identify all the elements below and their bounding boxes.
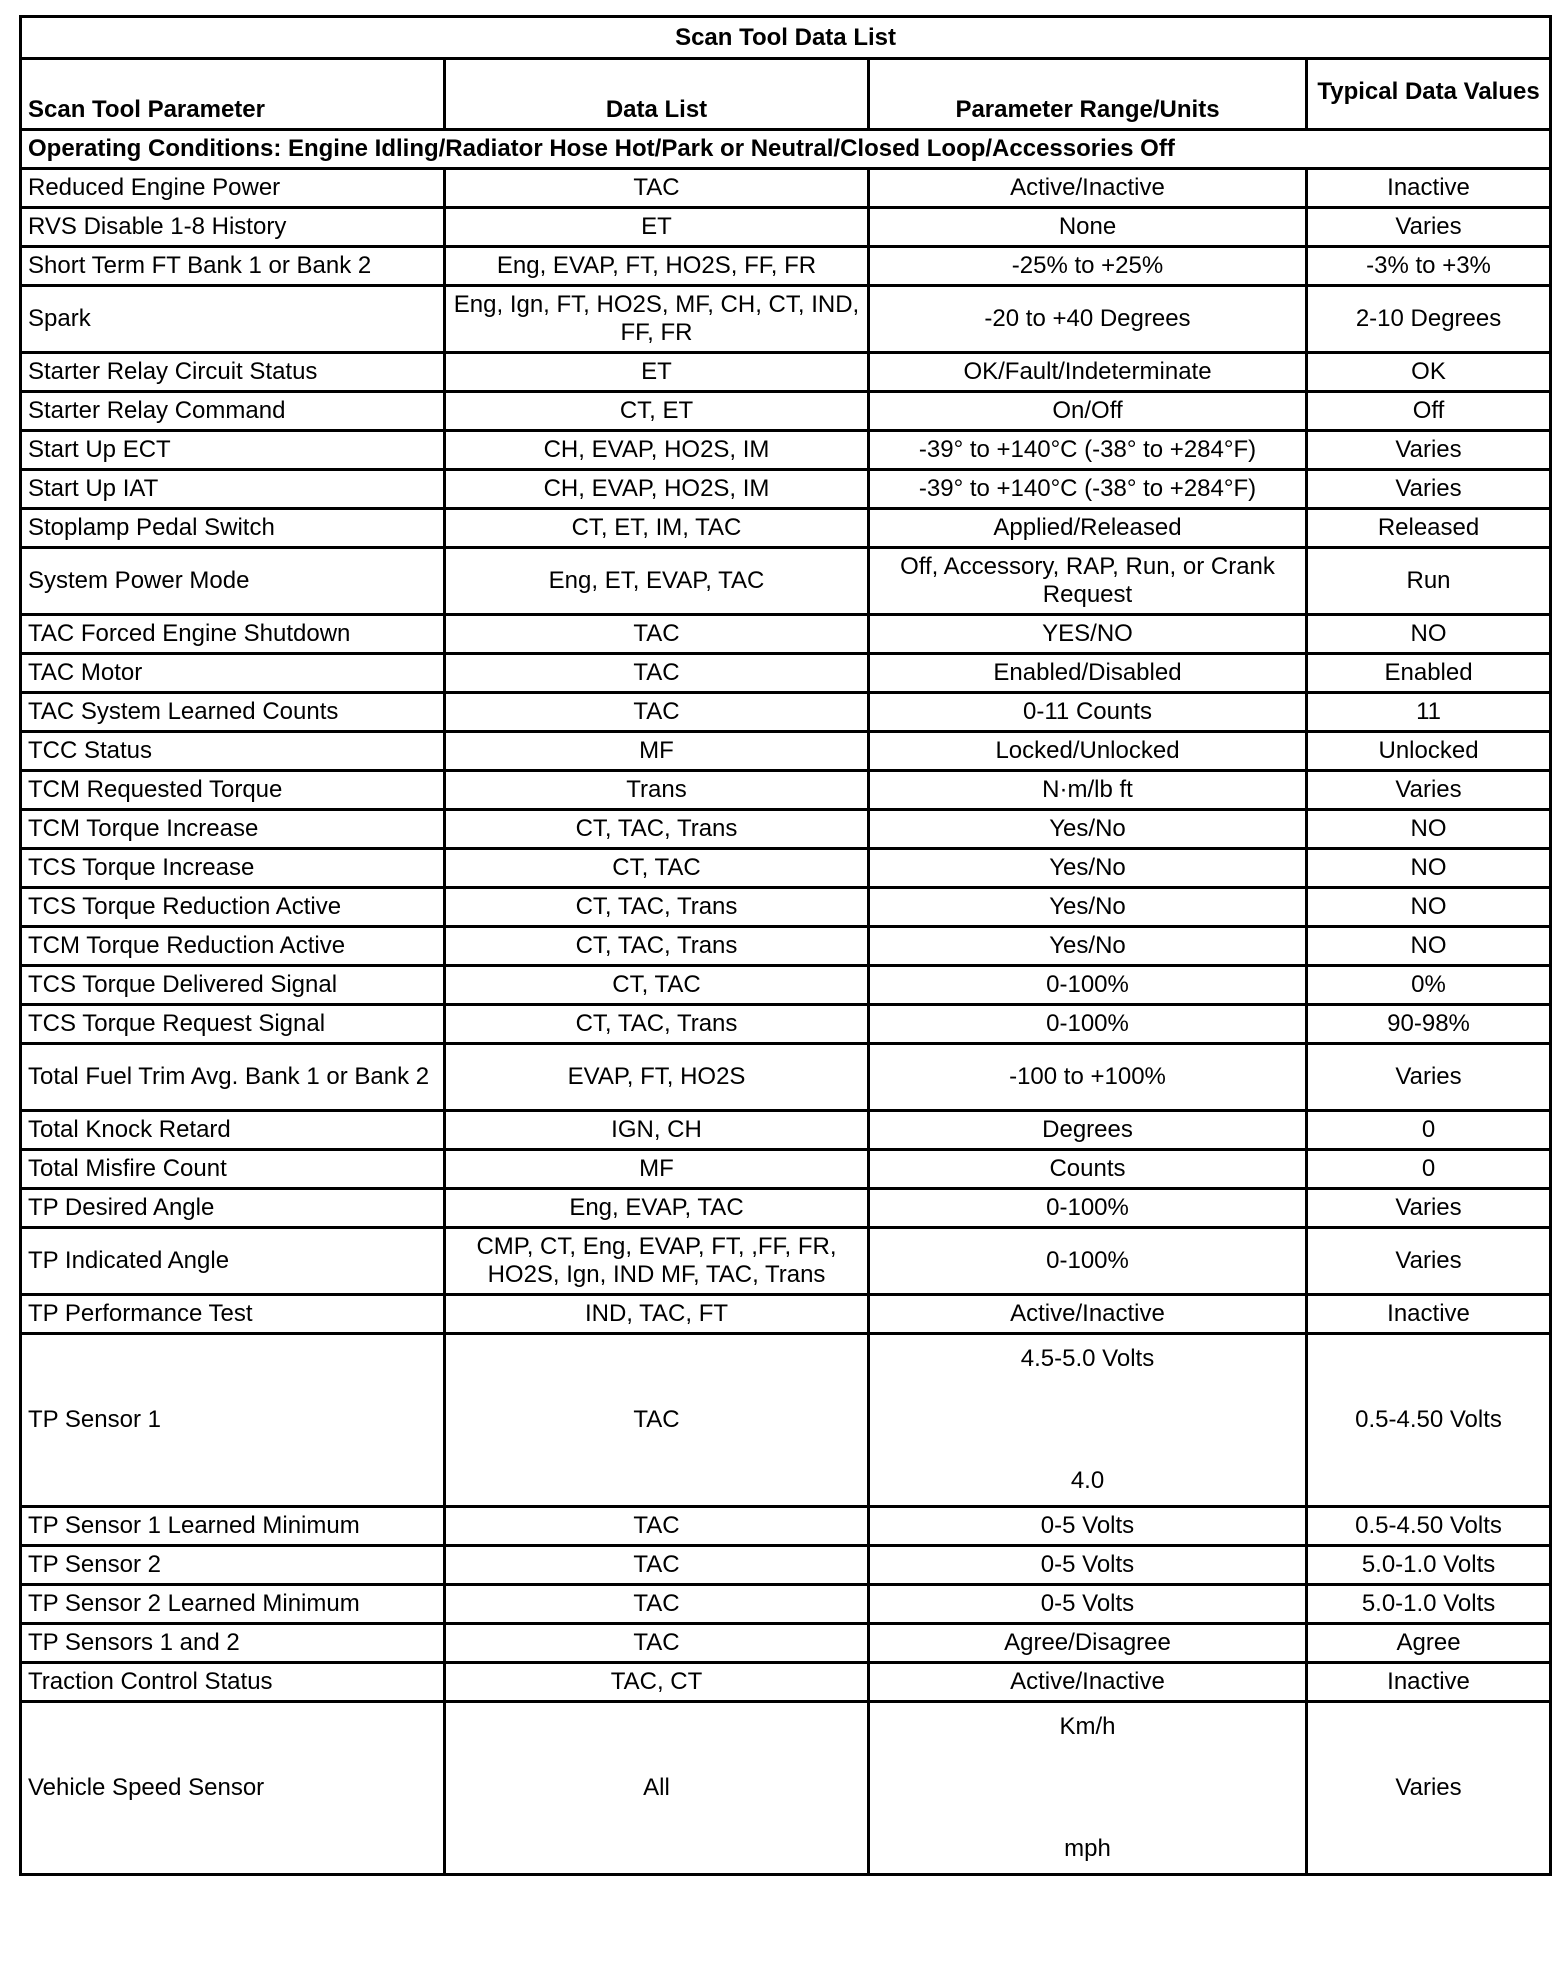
cell-parameter-range: 0-11 Counts (869, 693, 1307, 732)
table-row (21, 966, 1551, 1005)
cell-data-list: CT, ET, IM, TAC (445, 509, 869, 548)
cell-parameter: TCM Torque Increase (21, 810, 445, 849)
cell-typical-value: NO (1307, 849, 1551, 888)
cell-parameter: TP Sensor 1 Learned Minimum (21, 1507, 445, 1546)
cell-typical-value: 0.5-4.50 Volts (1307, 1507, 1551, 1546)
table-row (21, 1295, 1551, 1334)
table-row (21, 849, 1551, 888)
cell-parameter-range: N·m/lb ft (869, 771, 1307, 810)
cell-typical-value: 5.0-1.0 Volts (1307, 1585, 1551, 1624)
cell-typical-value: 5.0-1.0 Volts (1307, 1546, 1551, 1585)
cell-parameter-range: -39° to +140°C (-38° to +284°F) (869, 470, 1307, 509)
cell-data-list: CT, TAC, Trans (445, 927, 869, 966)
cell-parameter-range: OK/Fault/Indeterminate (869, 353, 1307, 392)
cell-parameter-range: Off, Accessory, RAP, Run, or Crank Request (869, 548, 1307, 615)
cell-typical-value: Varies (1307, 431, 1551, 470)
table-row (21, 353, 1551, 392)
table-row (21, 509, 1551, 548)
cell-parameter: TP Indicated Angle (21, 1228, 445, 1295)
cell-data-list: TAC (445, 1334, 869, 1507)
cell-data-list: Eng, EVAP, FT, HO2S, FF, FR (445, 247, 869, 286)
cell-parameter-range: 0-100% (869, 966, 1307, 1005)
cell-data-list: CT, TAC (445, 849, 869, 888)
range-bottom: mph (1064, 1835, 1111, 1862)
operating-conditions: Operating Conditions: Engine Idling/Radiator Hose Hot/Park or Neutral/Closed Loop/Accessories Off (21, 130, 1551, 169)
cell-typical-value: Varies (1307, 470, 1551, 509)
cell-parameter: Traction Control Status (21, 1663, 445, 1702)
table-row (21, 1150, 1551, 1189)
cell-parameter: TP Sensor 1 (21, 1334, 445, 1507)
table-row (21, 247, 1551, 286)
cell-parameter: TCS Torque Increase (21, 849, 445, 888)
cell-typical-value: NO (1307, 615, 1551, 654)
cell-data-list: Trans (445, 771, 869, 810)
table-row (21, 693, 1551, 732)
cell-parameter-range: Yes/No (869, 810, 1307, 849)
cell-typical-value: 2-10 Degrees (1307, 286, 1551, 353)
cell-typical-value: -3% to +3% (1307, 247, 1551, 286)
cell-parameter: TP Sensors 1 and 2 (21, 1624, 445, 1663)
table-row (21, 1111, 1551, 1150)
cell-data-list: TAC, CT (445, 1663, 869, 1702)
cell-parameter: Spark (21, 286, 445, 353)
cell-parameter-range: YES/NO (869, 615, 1307, 654)
cell-parameter: Total Knock Retard (21, 1111, 445, 1150)
cell-data-list: CT, ET (445, 392, 869, 431)
cell-parameter: Total Fuel Trim Avg. Bank 1 or Bank 2 (21, 1044, 445, 1111)
cell-parameter: TP Sensor 2 (21, 1546, 445, 1585)
cell-data-list: TAC (445, 1624, 869, 1663)
cell-data-list: TAC (445, 693, 869, 732)
cell-typical-value: OK (1307, 353, 1551, 392)
cell-parameter-range: -25% to +25% (869, 247, 1307, 286)
cell-data-list: CH, EVAP, HO2S, IM (445, 470, 869, 509)
cell-parameter: Starter Relay Command (21, 392, 445, 431)
cell-data-list: TAC (445, 615, 869, 654)
table-row (21, 1702, 1551, 1875)
range-split (876, 1345, 1299, 1495)
cell-parameter-range: Yes/No (869, 849, 1307, 888)
table-row (21, 1228, 1551, 1295)
table-row (21, 286, 1551, 353)
cell-typical-value: Enabled (1307, 654, 1551, 693)
scan-tool-data-sheet (19, 15, 1549, 1876)
cell-data-list: EVAP, FT, HO2S (445, 1044, 869, 1111)
table-row (21, 810, 1551, 849)
cell-data-list: Eng, EVAP, TAC (445, 1189, 869, 1228)
cell-data-list: Eng, ET, EVAP, TAC (445, 548, 869, 615)
cell-parameter-range: -39° to +140°C (-38° to +284°F) (869, 431, 1307, 470)
table-row (21, 1663, 1551, 1702)
cell-typical-value: Varies (1307, 771, 1551, 810)
cell-data-list: IND, TAC, FT (445, 1295, 869, 1334)
cell-parameter: System Power Mode (21, 548, 445, 615)
cell-parameter-range: 0-5 Volts (869, 1546, 1307, 1585)
cell-parameter-range: Active/Inactive (869, 1295, 1307, 1334)
cell-parameter: Reduced Engine Power (21, 169, 445, 208)
cell-parameter-range: Counts (869, 1150, 1307, 1189)
cell-parameter: Total Misfire Count (21, 1150, 445, 1189)
cell-parameter-range: None (869, 208, 1307, 247)
cell-data-list: CT, TAC, Trans (445, 810, 869, 849)
cell-typical-value: Varies (1307, 1702, 1551, 1875)
cell-parameter: TP Sensor 2 Learned Minimum (21, 1585, 445, 1624)
cell-parameter: Start Up IAT (21, 470, 445, 509)
cell-typical-value: 0 (1307, 1150, 1551, 1189)
table-row (21, 888, 1551, 927)
cell-parameter: Start Up ECT (21, 431, 445, 470)
cell-parameter-range: Agree/Disagree (869, 1624, 1307, 1663)
cell-data-list: CT, TAC, Trans (445, 1005, 869, 1044)
cell-parameter: TAC Forced Engine Shutdown (21, 615, 445, 654)
table-row (21, 732, 1551, 771)
range-split (876, 1713, 1299, 1863)
cell-parameter-range: Active/Inactive (869, 1663, 1307, 1702)
cell-parameter-range: Applied/Released (869, 509, 1307, 548)
cell-data-list: ET (445, 208, 869, 247)
cell-parameter-range: Locked/Unlocked (869, 732, 1307, 771)
cell-typical-value: Varies (1307, 1044, 1551, 1111)
cell-parameter-range (869, 1702, 1307, 1875)
cell-data-list: TAC (445, 1585, 869, 1624)
cell-data-list: All (445, 1702, 869, 1875)
table-row (21, 654, 1551, 693)
cell-data-list: Eng, Ign, FT, HO2S, MF, CH, CT, IND, FF, FR (445, 286, 869, 353)
cell-typical-value: Agree (1307, 1624, 1551, 1663)
cell-data-list: CT, TAC, Trans (445, 888, 869, 927)
cell-typical-value: Off (1307, 392, 1551, 431)
table-row (21, 615, 1551, 654)
cell-parameter: Vehicle Speed Sensor (21, 1702, 445, 1875)
table-row (21, 1005, 1551, 1044)
cell-parameter-range: 0-100% (869, 1005, 1307, 1044)
cell-typical-value: 11 (1307, 693, 1551, 732)
cell-parameter-range: 0-100% (869, 1228, 1307, 1295)
cell-parameter: RVS Disable 1-8 History (21, 208, 445, 247)
cell-data-list: TAC (445, 1507, 869, 1546)
cell-typical-value: Released (1307, 509, 1551, 548)
cell-data-list: TAC (445, 654, 869, 693)
cell-data-list: CMP, CT, Eng, EVAP, FT, ,FF, FR, HO2S, Ign, IND MF, TAC, Trans (445, 1228, 869, 1295)
table-row (21, 169, 1551, 208)
table-row (21, 1624, 1551, 1663)
range-top: 4.5-5.0 Volts (1020, 1345, 1155, 1372)
cell-parameter: TCS Torque Delivered Signal (21, 966, 445, 1005)
table-row (21, 927, 1551, 966)
cell-typical-value: Run (1307, 548, 1551, 615)
cell-typical-value: NO (1307, 888, 1551, 927)
cell-parameter: TCM Requested Torque (21, 771, 445, 810)
cell-data-list: TAC (445, 1546, 869, 1585)
cell-parameter: TCM Torque Reduction Active (21, 927, 445, 966)
cell-parameter-range: Active/Inactive (869, 169, 1307, 208)
cell-parameter-range: -20 to +40 Degrees (869, 286, 1307, 353)
cell-typical-value: Inactive (1307, 1295, 1551, 1334)
table-row (21, 1507, 1551, 1546)
cell-typical-value: Varies (1307, 208, 1551, 247)
cell-parameter: Stoplamp Pedal Switch (21, 509, 445, 548)
table-row (21, 1546, 1551, 1585)
scan-tool-data-table (19, 15, 1552, 1876)
cell-typical-value: Unlocked (1307, 732, 1551, 771)
table-row (21, 431, 1551, 470)
cell-parameter: TP Desired Angle (21, 1189, 445, 1228)
cell-data-list: MF (445, 732, 869, 771)
cell-parameter: TAC Motor (21, 654, 445, 693)
cell-parameter: TAC System Learned Counts (21, 693, 445, 732)
cell-parameter-range: 0-100% (869, 1189, 1307, 1228)
cell-typical-value: Varies (1307, 1189, 1551, 1228)
cell-parameter: Starter Relay Circuit Status (21, 353, 445, 392)
table-row (21, 1334, 1551, 1507)
cell-typical-value: Varies (1307, 1228, 1551, 1295)
cell-typical-value: Inactive (1307, 1663, 1551, 1702)
cell-typical-value: 0% (1307, 966, 1551, 1005)
cell-typical-value: NO (1307, 810, 1551, 849)
header-data-list: Data List (445, 59, 869, 130)
cell-parameter-range: 0-5 Volts (869, 1585, 1307, 1624)
cell-parameter-range: Degrees (869, 1111, 1307, 1150)
cell-parameter-range: Yes/No (869, 888, 1307, 927)
cell-data-list: IGN, CH (445, 1111, 869, 1150)
table-row (21, 1585, 1551, 1624)
cell-parameter-range: On/Off (869, 392, 1307, 431)
cell-parameter: TCS Torque Request Signal (21, 1005, 445, 1044)
range-bottom: 4.0 (1070, 1467, 1105, 1494)
cell-parameter-range: Enabled/Disabled (869, 654, 1307, 693)
cell-data-list: ET (445, 353, 869, 392)
range-top: Km/h (1059, 1713, 1116, 1740)
table-row (21, 1044, 1551, 1111)
cell-typical-value: Inactive (1307, 169, 1551, 208)
cell-data-list: CH, EVAP, HO2S, IM (445, 431, 869, 470)
table-row (21, 208, 1551, 247)
header-parameter-range: Parameter Range/Units (869, 59, 1307, 130)
table-row (21, 548, 1551, 615)
cell-parameter-range: -100 to +100% (869, 1044, 1307, 1111)
cell-data-list: CT, TAC (445, 966, 869, 1005)
cell-typical-value: 0.5-4.50 Volts (1307, 1334, 1551, 1507)
cell-typical-value: 0 (1307, 1111, 1551, 1150)
table-title: Scan Tool Data List (21, 17, 1551, 59)
cell-data-list: MF (445, 1150, 869, 1189)
cell-parameter-range (869, 1334, 1307, 1507)
header-scan-tool-parameter: Scan Tool Parameter (21, 59, 445, 130)
cell-typical-value: NO (1307, 927, 1551, 966)
table-row (21, 1189, 1551, 1228)
cell-parameter: Short Term FT Bank 1 or Bank 2 (21, 247, 445, 286)
table-row (21, 470, 1551, 509)
cell-data-list: TAC (445, 169, 869, 208)
cell-parameter: TCS Torque Reduction Active (21, 888, 445, 927)
cell-typical-value: 90-98% (1307, 1005, 1551, 1044)
cell-parameter-range: 0-5 Volts (869, 1507, 1307, 1546)
cell-parameter-range: Yes/No (869, 927, 1307, 966)
header-typical-values: Typical Data Values (1307, 59, 1551, 130)
table-row (21, 771, 1551, 810)
table-row (21, 392, 1551, 431)
cell-parameter: TCC Status (21, 732, 445, 771)
cell-parameter: TP Performance Test (21, 1295, 445, 1334)
